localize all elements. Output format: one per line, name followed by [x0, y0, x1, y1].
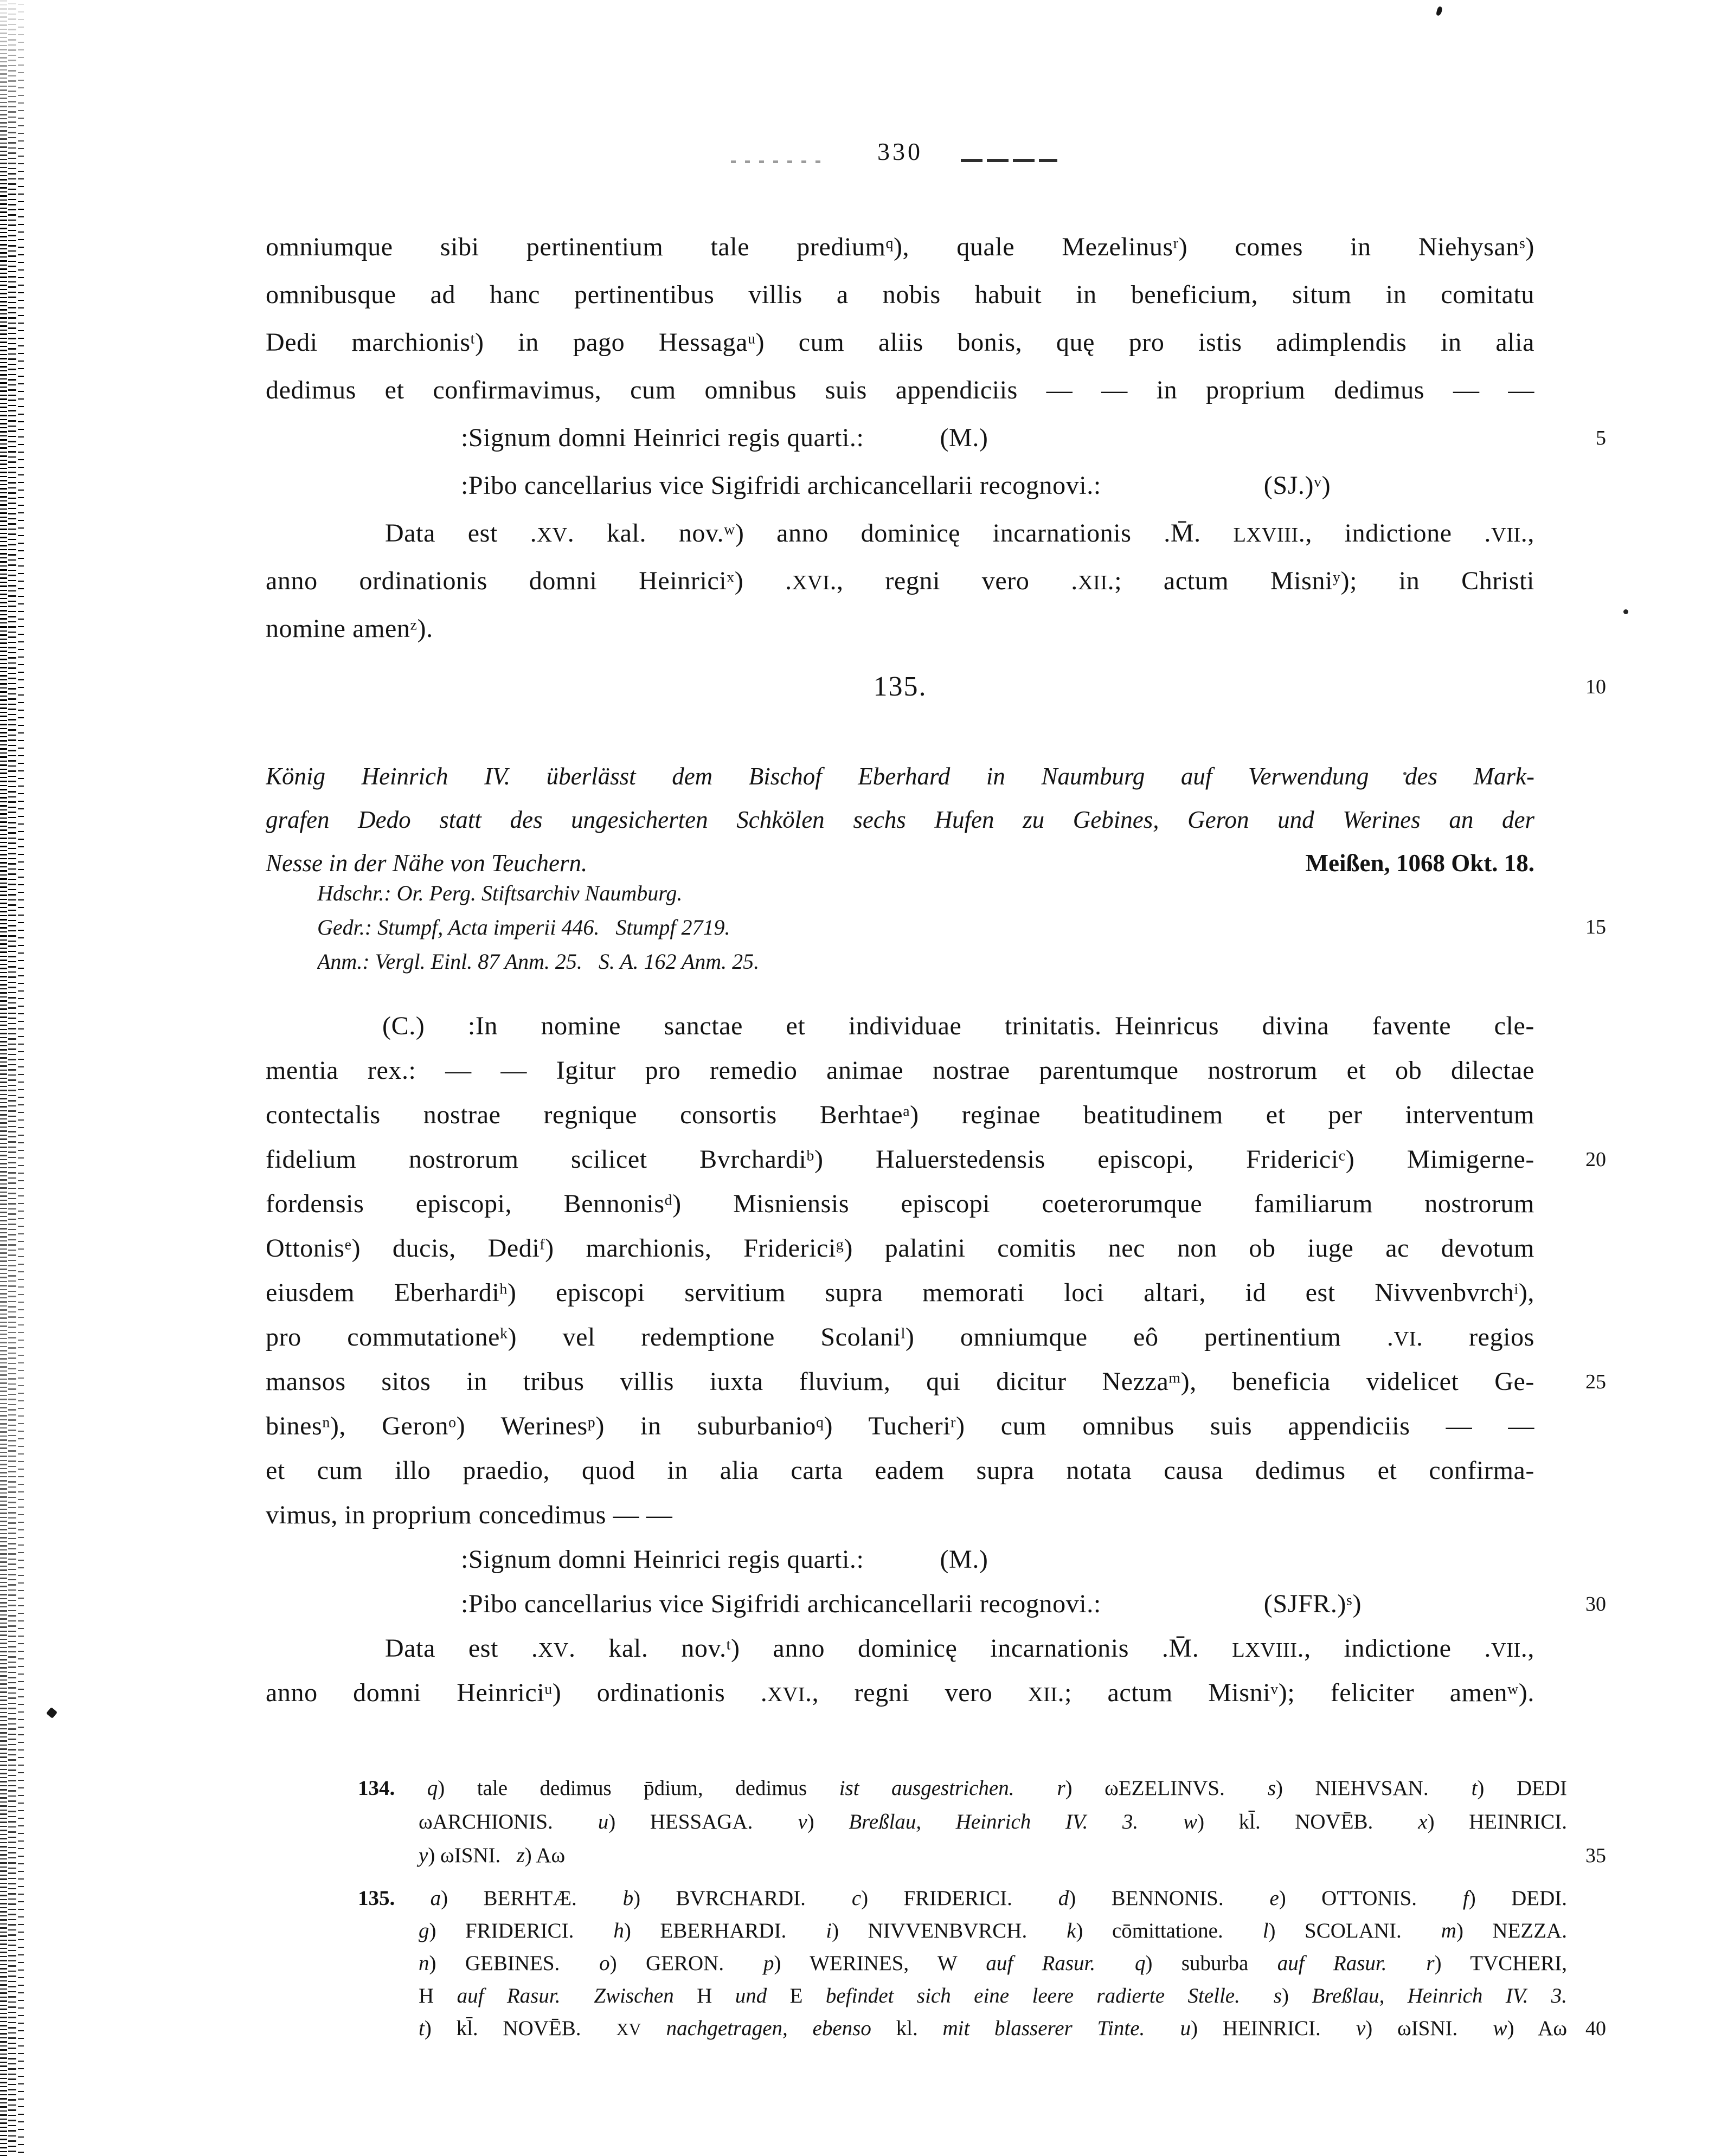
- dating-line: anno ordinationis domni Heinrici$^x$) .XVI., regni vero .XII.; actum Misni$^y$); in Christi: [266, 567, 1534, 595]
- footnote-line: 135. a) BERHTÆ. b) BVRCHARDI. c) FRIDERICI. d) BENNONIS. e) OTTONIS. f) DEDI.: [358, 1887, 1567, 1910]
- text-line: fidelium nostrorum scilicet Bvrchardi$^b$) Haluerstedensis episcopi, Friderici$^c$) Mimigerne-: [266, 1145, 1534, 1174]
- ink-speck-left-margin: [46, 1707, 57, 1719]
- source-note-hdschr: Hdschr.: Or. Perg. Stiftsarchiv Naumburg.: [317, 881, 683, 905]
- text-line: vimus, in proprium concedimus — —: [266, 1501, 673, 1529]
- text-line: Ottonis$^e$) ducis, Dedi$^f$) marchionis, Friderici$^g$) palatini comitis nec non ob iuge ac devotum: [266, 1234, 1534, 1263]
- signum-line: :Signum domni Heinrici regis quarti.: (M.): [461, 1545, 988, 1574]
- text-line: (C.) :In nomine sanctae et individuae trinitatis. Heinricus divina favente cle-: [382, 1012, 1534, 1040]
- text-line: bines$^n$), Geron$^o$) Werines$^p$) in suburbanio$^q$) Tucheri$^r$) cum omnibus suis appendiciis — —: [266, 1412, 1534, 1440]
- margin-line-number: 20: [1585, 1148, 1606, 1171]
- signum-line: :Signum domni Heinrici regis quarti.: (M.): [461, 423, 988, 452]
- text-line: fordensis episcopi, Bennonis$^d$) Misniensis episcopi coeterorumque familiarum nostrorum: [266, 1189, 1534, 1218]
- text-line: et cum illo praedio, quod in alia carta eadem supra notata causa dedimus et confirma-: [266, 1456, 1534, 1485]
- text-line: eiusdem Eberhardi$^h$) episcopi servitium supra memorati loci altari, id est Nivvenbvrch$^i$),: [266, 1278, 1534, 1307]
- text-line: nomine amen$^z$).: [266, 614, 433, 643]
- german-summary: [266, 755, 1534, 885]
- recognition-line: :Pibo cancellarius vice Sigifridi archicancellarii recognovi.: $(SJ.)^v$): [461, 471, 1331, 500]
- ink-speck-right-margin: [1623, 609, 1628, 614]
- text-line: dedimus et confirmavimus, cum omnibus suis appendiciis — — in proprium dedimus — —: [266, 376, 1534, 404]
- text-line: mansos sitos in tribus villis iuxta fluvium, qui dicitur Nezza$^m$), beneficia videlicet Ge-: [266, 1367, 1534, 1396]
- dating-line: anno domni Heinrici$^u$) ordinationis .XVI., regni vero XII.; actum Misni$^v$); feliciter amen$^w$).: [266, 1678, 1534, 1707]
- summary-line: grafen Dedo statt des ungesicherten Schkölen sechs Hufen zu Gebines, Geron und Werines an der: [266, 806, 1534, 833]
- text-line: contectalis nostrae regnique consortis Berhtae$^a$) reginae beatitudinem et per interventum: [266, 1100, 1534, 1129]
- source-notes: [317, 876, 1534, 979]
- margin-line-number: 30: [1585, 1593, 1606, 1616]
- text-line: mentia rex.: — — Igitur pro remedio animae nostrae parentumque nostrorum et ob dilectae: [266, 1056, 1534, 1085]
- text-line: omniumque sibi pertinentium tale predium$^q$), quale Mezelinus$^r$) comes in Niehysan$^s$): [266, 233, 1534, 261]
- ink-speck-top-right: [1436, 6, 1443, 16]
- charter-134-text: [266, 223, 1534, 653]
- footnote-line: t) kl̄. NOVĒB. XV nachgetragen, ebenso kl. mit blasserer Tinte. u) HEINRICI. v) ωISNI. w) Aω: [419, 2017, 1567, 2040]
- summary-line: König Heinrich IV. überlässt dem Bischof Eberhard in Naumburg auf Verwendung des Mark-: [266, 763, 1534, 790]
- footnotes-charter-135: [358, 1882, 1567, 2045]
- charter-number-heading: 135.: [873, 671, 927, 702]
- summary-closing: Nesse in der Nähe von Teuchern.: [266, 849, 588, 877]
- footnote-line: H auf Rasur. Zwischen H und E befindet sich eine leere radierte Stelle. s) Breßlau, Heinrich IV. 3.: [419, 1984, 1567, 2007]
- margin-line-number: 40: [1585, 2017, 1606, 2040]
- margin-line-number: 25: [1585, 1370, 1606, 1393]
- footnote-line: g) FRIDERICI. h) EBERHARDI. i) NIVVENBVRCH. k) cōmittatione. l) SCOLANI. m) NEZZA.: [419, 1919, 1567, 1942]
- dating-line: Data est .XV. kal. nov.$^t$) anno dominicę incarnationis .M̄. LXVIII., indictione .VII.,: [385, 1634, 1534, 1663]
- margin-line-number: 35: [1585, 1844, 1606, 1867]
- binding-scan-noise: [0, 0, 31, 2156]
- place-and-date: Meißen, 1068 Okt. 18.: [1305, 849, 1534, 877]
- margin-line-number: 10: [1585, 675, 1606, 698]
- text-line: Dedi marchionis$^t$) in pago Hessaga$^u$) cum aliis bonis, quę pro istis adimplendis in alia: [266, 328, 1534, 357]
- footnotes-charter-134: [358, 1772, 1567, 1872]
- footnote-line: y) ωISNI. z) Aω: [419, 1844, 566, 1867]
- recognition-line: :Pibo cancellarius vice Sigifridi archicancellarii recognovi.: (SJFR.)$^s$): [461, 1589, 1362, 1618]
- text-line: omnibusque ad hanc pertinentibus villis a nobis habuit in beneficium, situm in comitatu: [266, 280, 1534, 309]
- footnote-line: ωARCHIONIS. u) HESSAGA. v) Breßlau, Heinrich IV. 3. w) kl̄. NOVĒB. x) HEINRICI.: [419, 1810, 1567, 1833]
- dating-line: Data est .XV. kal. nov.$^w$) anno dominicę incarnationis .M̄. LXVIII., indictione .VII.,: [385, 519, 1534, 548]
- charter-135-text: [266, 1004, 1534, 1715]
- margin-line-number: 15: [1585, 916, 1606, 938]
- source-note-anm: Anm.: Vergl. Einl. 87 Anm. 25. S. A. 162 Anm. 25.: [317, 949, 760, 974]
- source-note-gedr: Gedr.: Stumpf, Acta imperii 446. Stumpf 2719.: [317, 915, 730, 939]
- footnote-line: 134. q) tale dedimus p̄dium, dedimus ist ausgestrichen. r) ωEZELINVS. s) NIEHVSAN. t) DEDI: [358, 1777, 1567, 1800]
- text-line: pro commutatione$^k$) vel redemptione Scolani$^l$) omniumque eô pertinentium .VI. regios: [266, 1323, 1534, 1351]
- footnote-line: n) GEBINES. o) GERON. p) WERINES, W auf Rasur. q) suburba auf Rasur. r) TVCHERI,: [419, 1952, 1567, 1975]
- page-number: 330: [877, 138, 923, 165]
- margin-line-number: 5: [1596, 427, 1606, 449]
